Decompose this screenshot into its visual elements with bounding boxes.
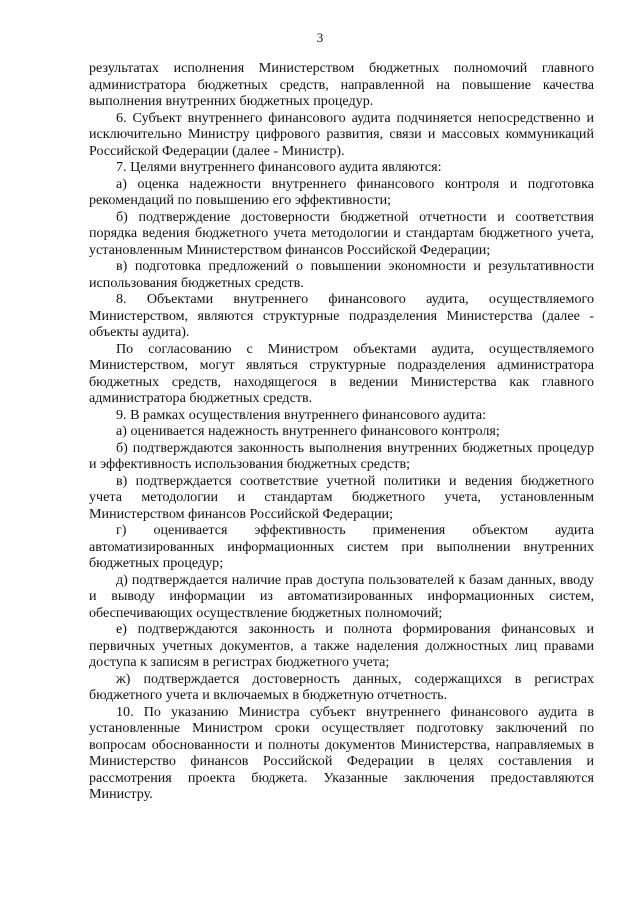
document-body xyxy=(89,60,594,803)
paragraph-8-extra: По согласованию с Министром объектами аудита, осуществляемого Министерством, могут являться структурные подразделения администратора бюджетных средств, находящегося в ведении Министерства как главного администратора бюджетных средств. xyxy=(89,340,594,406)
paragraph-9d: д) подтверждается наличие прав доступа пользователей к базам данных, вводу и выводу информации из автоматизированных информационных систем, обеспечивающих осуществление бюджетных полномочий; xyxy=(89,571,594,621)
paragraph-9v: в) подтверждается соответствие учетной политики и ведения бюджетного учета методологии и стандартам бюджетного учета, установленным Министерством финансов Российской Федерации; xyxy=(89,472,594,522)
paragraph-7a: а) оценка надежности внутреннего финансового контроля и подготовка рекомендаций по повышению его эффективности; xyxy=(89,175,594,208)
paragraph-7: 7. Целями внутреннего финансового аудита являются: xyxy=(116,159,442,175)
paragraph-9: 9. В рамках осуществления внутреннего финансового аудита: xyxy=(116,406,486,423)
paragraph-9g: г) оценивается эффективность применения объектом аудита автоматизированных информационных систем при выполнении внутренних бюджетных процедур; xyxy=(89,522,594,571)
paragraph-8: 8. Объектами внутреннего финансового аудита, осуществляемого Министерством, являются структурные подразделения Министерства (далее - объекты аудита). xyxy=(89,291,594,340)
paragraph-9b: б) подтверждаются законность выполнения внутренних бюджетных процедур и эффективность использования бюджетных средств; xyxy=(89,439,594,472)
paragraph-9zh: ж) подтверждается достоверность данных, содержащихся в регистрах бюджетного учета и включаемых в бюджетную отчетность. xyxy=(89,670,594,703)
page-number: 3 xyxy=(316,30,324,45)
paragraph-10: 10. По указанию Министра субъект внутреннего финансового аудита в установленные Министром сроки осуществляет подготовку заключений по вопросам обоснованности и полноты документов Министерства, направляемых в Министерство финансов Российской Федерации в целях составления и рассмотрения проекта бюджета. Указанные заключения предоставляются Министру. xyxy=(89,703,594,802)
paragraph-9a: а) оценивается надежность внутреннего финансового контроля; xyxy=(116,423,500,439)
paragraph-9e: е) подтверждаются законность и полнота формирования финансовых и первичных учетных документов, а также наделения должностных лиц правами доступа к записям в регистрах бюджетного учета; xyxy=(89,621,594,670)
paragraph-7b: б) подтверждение достоверности бюджетной отчетности и соответствия порядка ведения бюджетного учета методологии и стандартам бюджетного учета, установленным Министерством финансов Российской Федерации; xyxy=(89,208,594,258)
paragraph-6: 6. Субъект внутреннего финансового аудита подчиняется непосредственно и исключительно Министру цифрового развития, связи и массовых коммуникаций Российской Федерации (далее - Министр). xyxy=(89,109,594,159)
paragraph-continuation: результатах исполнения Министерством бюджетных полномочий главного администратора бюджетных средств, направленной на повышение качества выполнения внутренних бюджетных процедур. xyxy=(89,60,594,109)
paragraph-7v: в) подготовка предложений о повышении экономности и результативности использования бюджетных средств. xyxy=(89,258,594,291)
